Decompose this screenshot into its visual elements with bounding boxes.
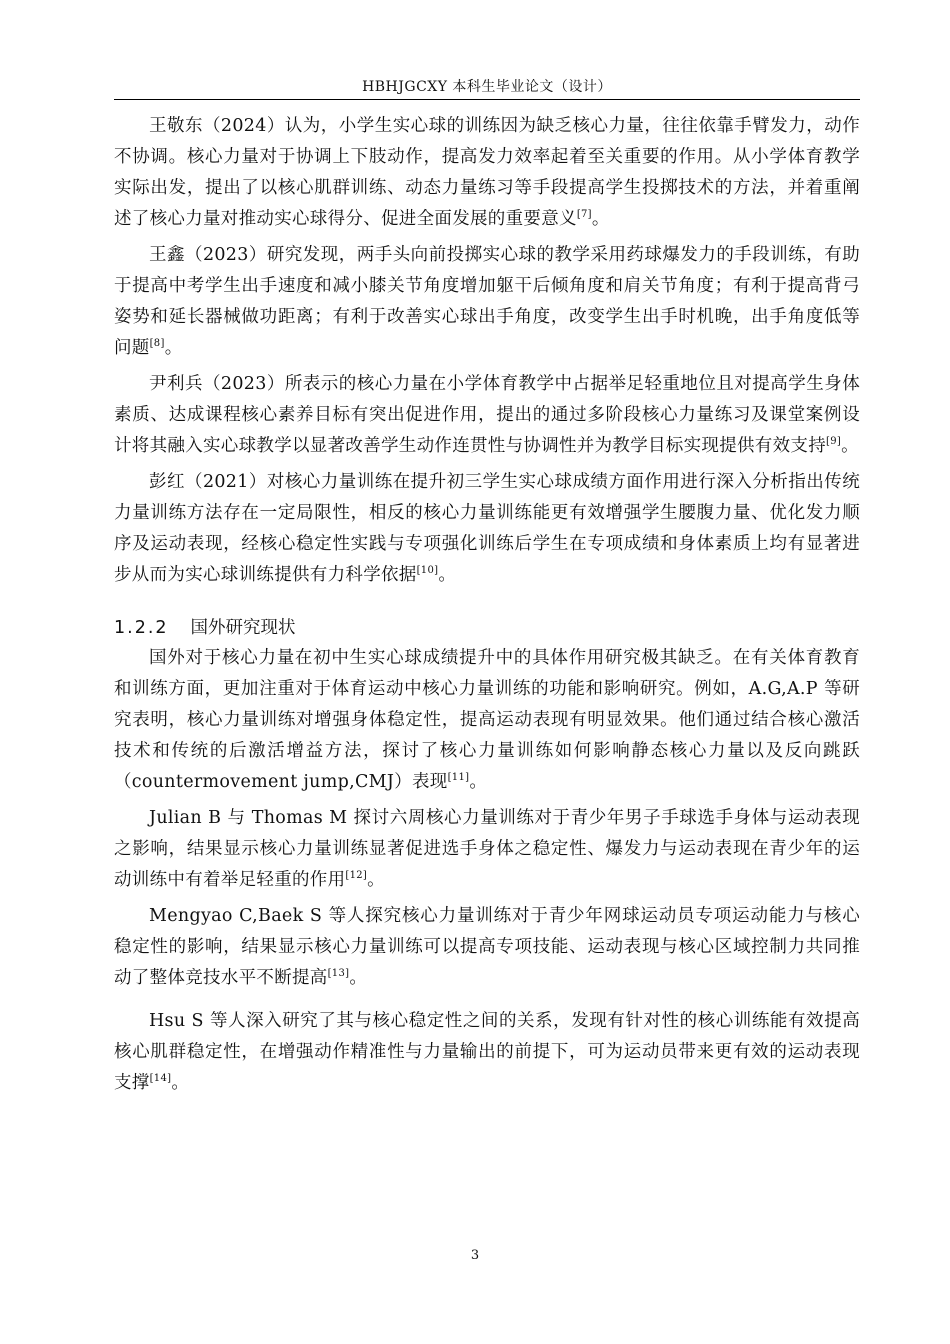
paragraph-wang-jingdong xyxy=(114,111,860,235)
paragraph-end: 。 xyxy=(469,772,488,792)
section-title: 国外研究现状 xyxy=(190,618,296,638)
paragraph-end: 。 xyxy=(591,209,610,229)
paragraph-text: 王鑫（2023）研究发现，两手头向前投掷实心球的教学采用药球爆发力的手段训练，有助于提高中考学生出手速度和减小膝关节角度增加躯干后倾角度和肩关节角度；有利于提高背弓姿势和延长器械做功距离；有利于改善实心球出手角度，改变学生出手时机晚，出手角度低等问题 xyxy=(114,245,860,358)
paragraph-end: 。 xyxy=(171,1073,190,1093)
paragraph-end: 。 xyxy=(367,870,385,890)
paragraph-yin-libing xyxy=(114,369,860,462)
page-body xyxy=(114,111,860,1099)
paragraph-text: 国外对于核心力量在初中生实心球成绩提升中的具体作用研究极其缺乏。在有关体育教育和训练方面，更加注重对于体育运动中核心力量训练的功能和影响研究。例如，A.G,A.P 等研究表明，核心力量训练对增强身体稳定性，提高运动表现有明显效果。他们通过结合核心激活技术和传统的后激活增益方法，探讨了核心力量训练如何影响静态核心力量以及反向跳跃（countermovement jump,CMJ）表现 xyxy=(114,648,860,792)
paragraph-end: 。 xyxy=(349,968,368,988)
paragraph-text: 彭红（2021）对核心力量训练在提升初三学生实心球成绩方面作用进行深入分析指出传统力量训练方法存在一定局限性，相反的核心力量训练能更有效增强学生腰腹力量、优化发力顺序及运动表现，经核心稳定性实践与专项强化训练后学生在专项成绩和身体素质上均有显著进步从而为实心球训练提供有力科学依据 xyxy=(114,472,860,585)
paragraph-peng-hong xyxy=(114,467,860,591)
paragraph-text: 尹利兵（2023）所表示的核心力量在小学体育教学中占据举足轻重地位且对提高学生身体素质、达成课程核心素养目标有突出促进作用，提出的通过多阶段核心力量练习及课堂案例设计将其融入实心球教学以显著改善学生动作连贯性与协调性并为教学目标实现提供有效支持 xyxy=(114,374,860,456)
header-divider xyxy=(114,99,860,100)
paragraph-julian-thomas xyxy=(114,803,860,896)
citation-11: [11] xyxy=(447,772,470,784)
citation-13: [13] xyxy=(327,968,350,980)
citation-7: [7] xyxy=(576,209,592,221)
citation-10: [10] xyxy=(416,565,439,577)
paragraph-text: Mengyao C,Baek S 等人探究核心力量训练对于青少年网球运动员专项运动能力与核心稳定性的影响，结果显示核心力量训练可以提高专项技能、运动表现与核心区域控制力共同推动了整体竞技水平不断提高 xyxy=(114,906,860,988)
paragraph-text: Hsu S 等人深入研究了其与核心稳定性之间的关系，发现有针对性的核心训练能有效提高核心肌群稳定性，在增强动作精准性与力量输出的前提下，可为运动员带来更有效的运动表现支撑 xyxy=(114,1011,860,1093)
paragraph-end: 。 xyxy=(164,338,183,358)
citation-14: [14] xyxy=(149,1073,172,1085)
paragraph-end: 。 xyxy=(438,565,457,585)
paragraph-text: 王敬东（2024）认为，小学生实心球的训练因为缺乏核心力量，往往依靠手臂发力，动作不协调。核心力量对于协调上下肢动作，提高发力效率起着至关重要的作用。从小学体育教学实际出发，提出了以核心肌群训练、动态力量练习等手段提高学生投掷技术的方法，并着重阐述了核心力量对推动实心球得分、促进全面发展的重要意义 xyxy=(114,116,860,229)
paragraph-foreign-intro xyxy=(114,643,860,798)
page-header: HBHJGCXY 本科生毕业论文（设计） xyxy=(362,79,612,95)
paragraph-wang-xin xyxy=(114,240,860,364)
paragraph-mengyao-baek xyxy=(114,901,860,994)
citation-8: [8] xyxy=(149,338,165,350)
paragraph-text: Julian B 与 Thomas M 探讨六周核心力量训练对于青少年男子手球选手身体与运动表现之影响，结果显示核心力量训练显著促进选手身体之稳定性、爆发力与运动表现在青少年的运动训练中有着举足轻重的作用 xyxy=(114,808,860,890)
paragraph-hsu xyxy=(114,1006,860,1099)
section-heading xyxy=(114,615,860,641)
citation-9: [9] xyxy=(826,436,842,448)
page-number: 3 xyxy=(470,1248,480,1263)
paragraph-end: 。 xyxy=(841,436,859,456)
citation-12: [12] xyxy=(345,870,368,882)
section-number: 1.2.2 xyxy=(114,618,169,638)
